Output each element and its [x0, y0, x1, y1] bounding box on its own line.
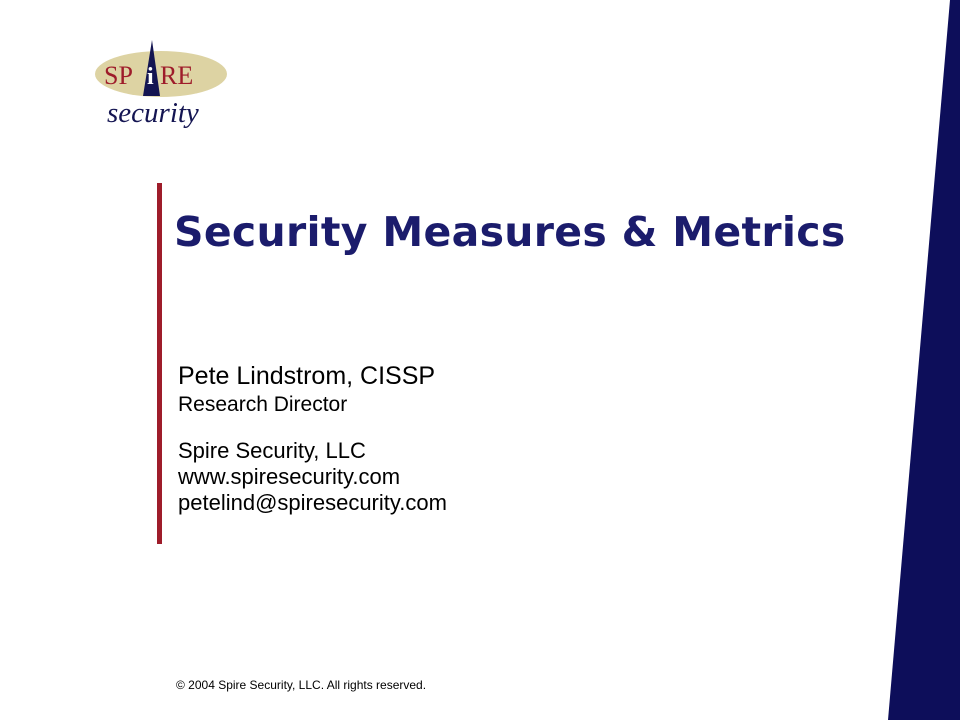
presenter-info: [178, 360, 447, 516]
accent-bar: [157, 183, 162, 544]
spire-security-logo: [92, 38, 232, 134]
svg-text:RE: RE: [160, 61, 194, 90]
slide-title: Security Measures & Metrics: [174, 208, 846, 256]
email-link[interactable]: petelind@spiresecurity.com: [178, 490, 447, 515]
svg-text:i: i: [147, 64, 154, 90]
copyright-footer: © 2004 Spire Security, LLC. All rights reserved.: [176, 678, 427, 692]
company-name: Spire Security, LLC: [178, 438, 366, 463]
website-link[interactable]: www.spiresecurity.com: [178, 464, 401, 489]
presenter-name: Pete Lindstrom, CISSP: [178, 362, 436, 390]
svg-text:SP: SP: [104, 61, 133, 90]
svg-text:security: security: [107, 97, 199, 129]
presenter-role: Research Director: [178, 393, 348, 416]
